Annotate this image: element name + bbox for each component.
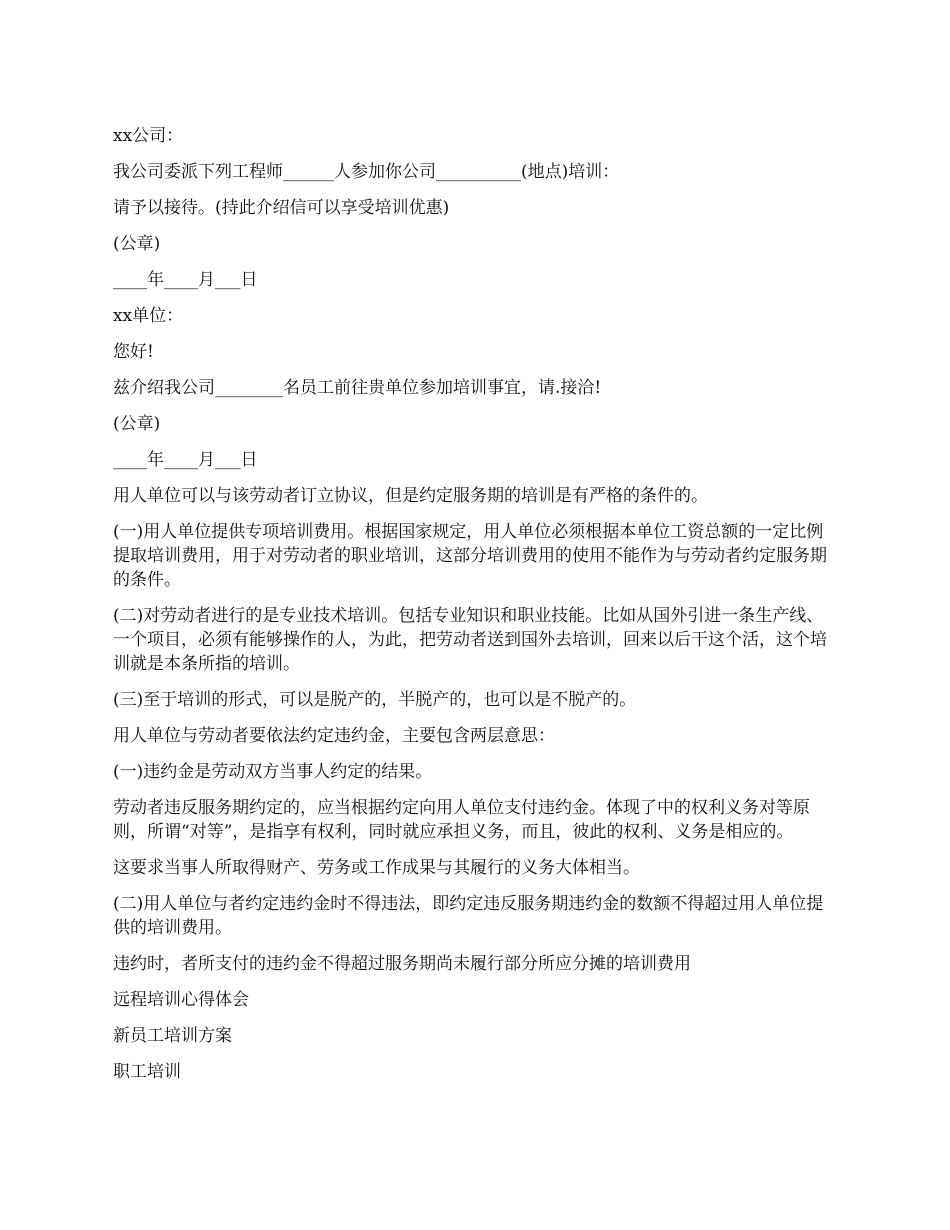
reception-request: 请予以接待。(持此介绍信可以享受培训优惠) [113, 198, 450, 218]
introduction-line: 兹介绍我公司________名员工前往贵单位参加培训事宜，请.接洽! [113, 378, 602, 398]
related-link-1: 远程培训心得体会 [113, 990, 249, 1010]
penalty-limit: 违约时，者所支付的违约金不得超过服务期尚未履行部分所应分摊的培训费用 [113, 954, 691, 974]
date-line-2: ____年____月___日 [113, 450, 258, 470]
dispatch-line: 我公司委派下列工程师______人参加你公司__________(地点)培训： [113, 162, 620, 182]
penalty-intro: 用人单位与劳动者要依法约定违约金，主要包含两层意思： [113, 726, 555, 746]
date-line-1: ____年____月___日 [113, 270, 258, 290]
greeting: 您好! [113, 342, 154, 362]
official-seal-2: (公章) [113, 414, 161, 434]
equivalence-paragraph: 这要求当事人所取得财产、劳务或工作成果与其履行的义务大体相当。 [113, 858, 640, 878]
condition-3: (三)至于培训的形式，可以是脱产的，半脱产的，也可以是不脱产的。 [113, 690, 637, 710]
related-link-3: 职工培训 [113, 1062, 181, 1082]
condition-1: (一)用人单位提供专项培训费用。根据国家规定，用人单位必须根据本单位工资总额的一定比例提取培训费用，用于对劳动者的职业培训，这部分培训费用的使用不能作为与劳动者约定服务期的条件。 [113, 522, 827, 590]
official-seal-1: (公章) [113, 234, 161, 254]
penalty-explanation: 劳动者违反服务期约定的，应当根据约定向用人单位支付违约金。体现了中的权利义务对等原则，所谓“对等”，是指享有权利，同时就应承担义务，而且，彼此的权利、义务是相应的。 [113, 798, 810, 842]
salutation-unit: xx单位： [113, 306, 184, 326]
penalty-point-2: (二)用人单位与者约定违约金时不得违法，即约定违反服务期违约金的数额不得超过用人单位提供的培训费用。 [113, 894, 824, 938]
salutation-company: xx公司： [113, 126, 184, 146]
agreement-paragraph: 用人单位可以与该劳动者订立协议，但是约定服务期的培训是有严格的条件的。 [113, 486, 708, 506]
related-link-2: 新员工培训方案 [113, 1026, 232, 1046]
penalty-point-1: (一)违约金是劳动双方当事人约定的结果。 [113, 762, 433, 782]
condition-2: (二)对劳动者进行的是专业技术培训。包括专业知识和职业技能。比如从国外引进一条生产线、一个项目，必须有能够操作的人，为此，把劳动者送到国外去培训，回来以后干这个活，这个培训就是本条所指的培训。 [113, 606, 827, 674]
